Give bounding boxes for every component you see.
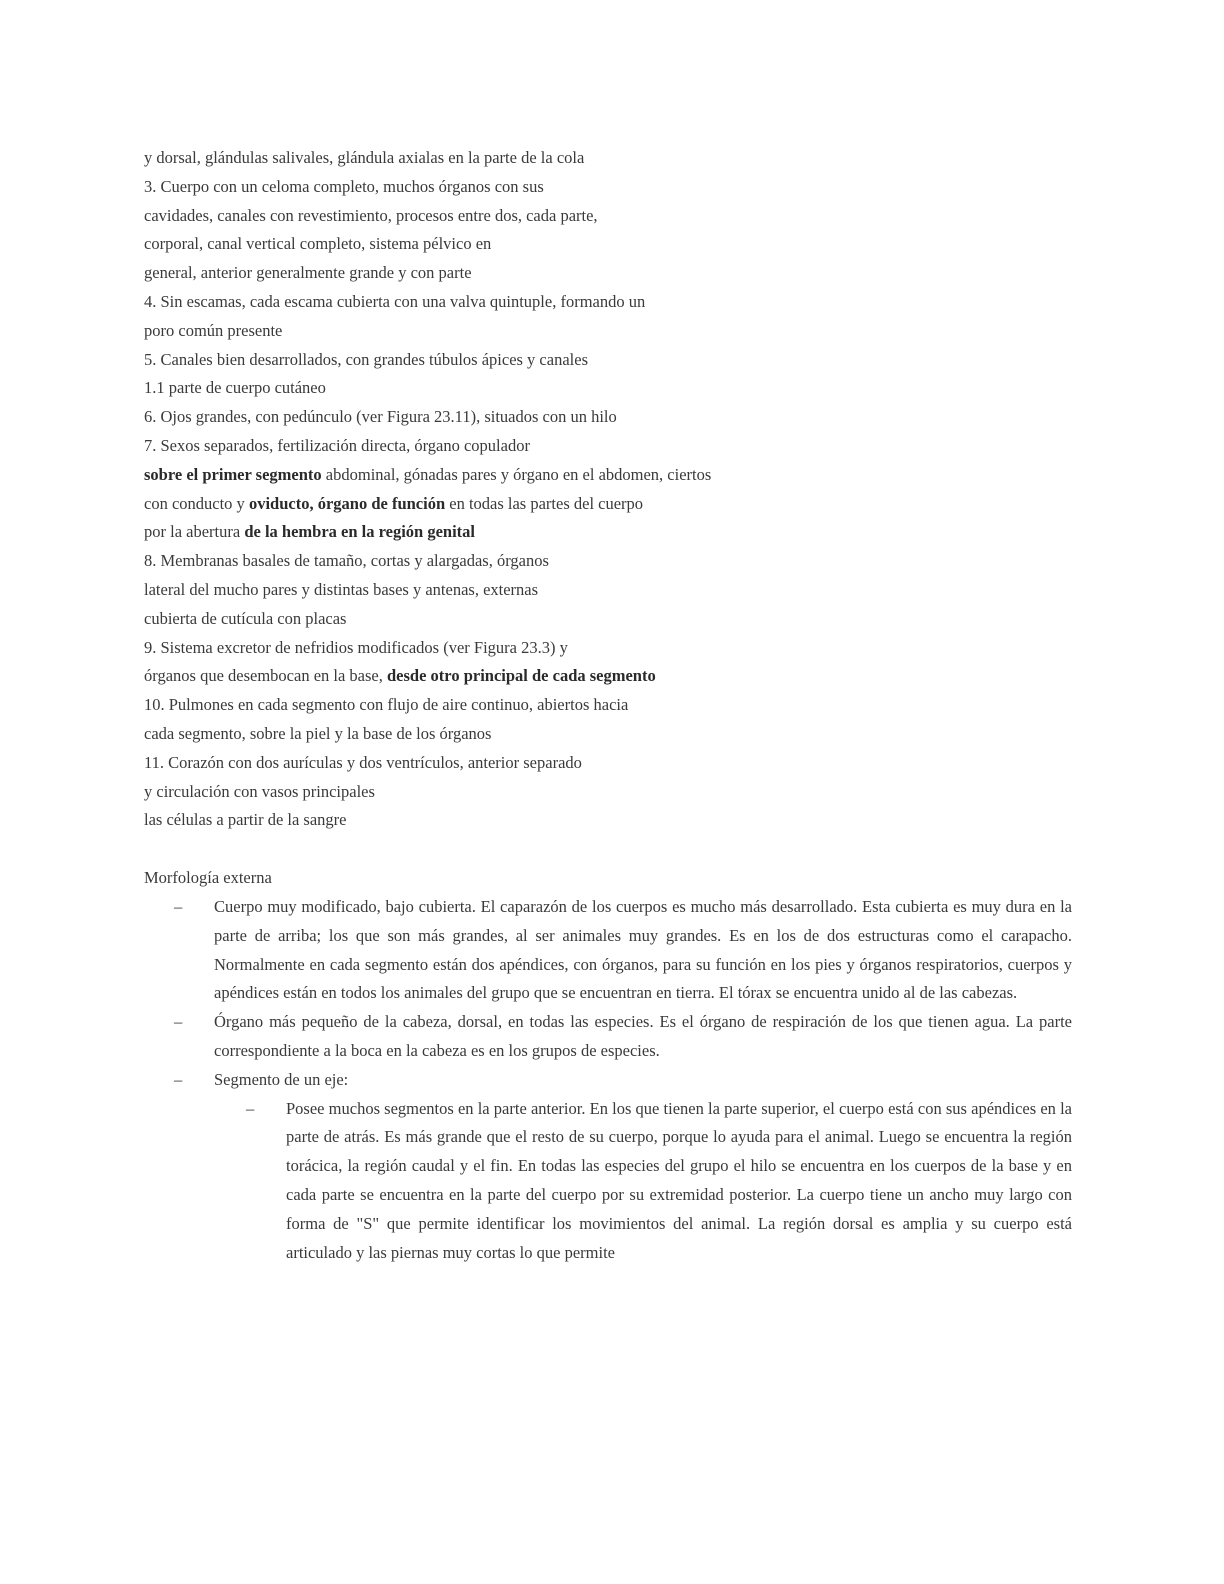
- section-heading: Morfología externa: [144, 868, 272, 887]
- line-text: 6. Ojos grandes, con pedúnculo (ver Figura 23.11), situados con un hilo: [144, 407, 617, 427]
- line-text: 4. Sin escamas, cada escama cubierta con una valva quintuple, formando un: [144, 291, 646, 311]
- numbered-line: [144, 490, 984, 519]
- numbered-line: [144, 662, 984, 691]
- bold-text: de la hembra en la región genital: [244, 522, 476, 542]
- bullet-text: Órgano más pequeño de la cabeza, dorsal, en todas las especies. Es el órgano de respiración de los que tienen agua. La parte correspondiente a la boca en la cabeza es en los grupos de especies.: [214, 1012, 1072, 1060]
- bullet-text: Segmento de un eje:: [214, 1069, 349, 1089]
- bullet-item: [168, 1066, 1072, 1095]
- bullet-item: [168, 893, 1072, 1008]
- numbered-line: [144, 432, 984, 461]
- numbered-line: [144, 374, 984, 403]
- numbered-line: [144, 720, 984, 749]
- line-text: 11. Corazón con dos aurículas y dos ventrículos, anterior separado: [144, 752, 582, 772]
- bold-text: oviducto, órgano de función: [248, 493, 446, 513]
- bullet-list: [168, 893, 1072, 1267]
- bold-text: sobre el primer segmento: [144, 464, 322, 484]
- line-text: lateral del mucho pares y distintas bases y antenas, externas: [144, 579, 539, 599]
- numbered-line: [144, 403, 984, 432]
- line-text: 3. Cuerpo con un celoma completo, muchos órganos con sus: [144, 176, 544, 196]
- line-text: general, anterior generalmente grande y con parte: [144, 263, 472, 283]
- line-text: por la abertura: [144, 522, 245, 542]
- sub-bullet-item: [240, 1095, 1072, 1268]
- numbered-line: [144, 346, 984, 375]
- numbered-list: [144, 144, 984, 835]
- line-text: en todas las partes del cuerpo: [445, 493, 644, 513]
- line-text: las células a partir de la sangre: [144, 810, 347, 830]
- line-text: cavidades, canales con revestimiento, procesos entre dos, cada parte,: [144, 205, 598, 225]
- bullet-item: [168, 1008, 1072, 1066]
- numbered-line: [144, 259, 984, 288]
- dash-marker: –: [174, 1069, 183, 1089]
- line-text: 5. Canales bien desarrollados, con grandes túbulos ápices y canales: [144, 349, 588, 369]
- numbered-line: [144, 461, 984, 490]
- line-text: 8. Membranas basales de tamaño, cortas y alargadas, órganos: [144, 551, 549, 571]
- numbered-line: [144, 317, 984, 346]
- numbered-line: [144, 173, 984, 202]
- line-text: 9. Sistema excretor de nefridios modificados (ver Figura 23.3) y: [144, 637, 568, 657]
- line-text: 10. Pulmones en cada segmento con flujo de aire continuo, abiertos hacia: [144, 695, 629, 715]
- numbered-line: [144, 749, 984, 778]
- numbered-line: [144, 634, 984, 663]
- line-text: y circulación con vasos principales: [144, 781, 375, 801]
- dash-marker: –: [246, 1098, 255, 1118]
- numbered-line: [144, 691, 984, 720]
- dash-marker: –: [174, 1012, 183, 1032]
- numbered-line: [144, 230, 984, 259]
- numbered-line: [144, 144, 984, 173]
- line-text: 7. Sexos separados, fertilización directa, órgano copulador: [144, 435, 530, 455]
- numbered-line: [144, 518, 984, 547]
- line-text: con conducto y: [144, 493, 249, 513]
- line-text: corporal, canal vertical completo, sistema pélvico en: [144, 234, 492, 254]
- numbered-line: [144, 547, 984, 576]
- line-text: cubierta de cutícula con placas: [144, 608, 347, 628]
- dash-marker: –: [174, 897, 183, 916]
- numbered-line: [144, 288, 984, 317]
- line-text: cada segmento, sobre la piel y la base de los órganos: [144, 723, 492, 743]
- sub-bullet-text: Posee muchos segmentos en la parte anterior. En los que tienen la parte superior, el cuerpo está con sus apéndices en la parte de atrás. Es más grande que el resto de su cuerpo, porque lo ayuda para el animal. Luego se encuentra la región torácica, la región caudal y el fin. En todas las especies del grupo el hilo se encuentra en los cuerpos de la base y en cada parte se encuentra en la parte del cuerpo por su extremidad posterior. La cuerpo tiene un ancho muy largo con forma de "S" que permite identificar los movimientos del animal. La región dorsal es amplia y su cuerpo está articulado y las piernas muy cortas lo que permite: [286, 1098, 1072, 1262]
- numbered-line: [144, 806, 984, 835]
- numbered-line: [144, 576, 984, 605]
- bold-text: desde otro principal de cada segmento: [387, 666, 656, 686]
- numbered-line: [144, 202, 984, 231]
- line-text: poro común presente: [144, 320, 283, 340]
- line-text: abdominal, gónadas pares y órgano en el abdomen, ciertos: [321, 464, 712, 484]
- line-text: órganos que desembocan en la base,: [144, 666, 387, 686]
- line-text: y dorsal, glándulas salivales, glándula axialas en la parte de la cola: [144, 148, 585, 167]
- line-text: 1.1 parte de cuerpo cutáneo: [144, 378, 326, 398]
- numbered-line: [144, 778, 984, 807]
- bullet-text: Cuerpo muy modificado, bajo cubierta. El caparazón de los cuerpos es mucho más desarrollado. Esta cubierta es muy dura en la parte de arriba; los que son más grandes, al ser animales muy grandes. Es en los de dos estructuras como el carapacho. Normalmente en cada segmento están dos apéndices, con órganos, para su función en los pies y órganos respiratorios, cuerpos y apéndices están en todos los animales del grupo que se encuentran en tierra. El tórax se encuentra unido al de las cabezas.: [214, 897, 1072, 1003]
- numbered-line: [144, 605, 984, 634]
